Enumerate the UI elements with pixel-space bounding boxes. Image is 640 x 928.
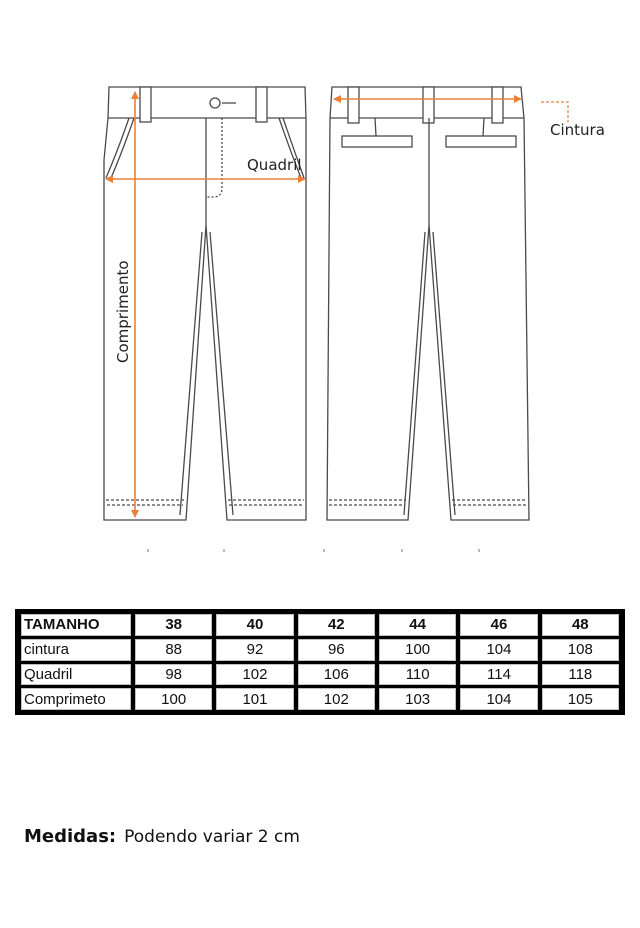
header-cell: 40: [216, 614, 293, 636]
table-cell: 92: [216, 639, 293, 661]
waist-leader: [541, 102, 568, 122]
size-table: [15, 609, 625, 715]
row-label: cintura: [21, 639, 131, 661]
table-cell: 100: [135, 688, 212, 710]
table-cell: 110: [379, 664, 456, 686]
row-label: Quadril: [21, 664, 131, 686]
header-cell: 42: [298, 614, 375, 636]
table-cell: 88: [135, 639, 212, 661]
header-cell: 48: [542, 614, 619, 636]
table-header-row: [21, 614, 619, 636]
back-view: [327, 87, 529, 520]
hip-label: Quadril: [247, 156, 302, 174]
table-cell: 96: [298, 639, 375, 661]
note-label: Medidas:: [24, 826, 117, 847]
table-cell: 105: [542, 688, 619, 710]
table-row: [21, 664, 619, 686]
header-cell: 44: [379, 614, 456, 636]
table-cell: 101: [216, 688, 293, 710]
header-cell: TAMANHO: [21, 614, 131, 636]
table-cell: 98: [135, 664, 212, 686]
waist-label: Cintura: [550, 121, 605, 139]
table-cell: 104: [460, 688, 537, 710]
table-cell: 118: [542, 664, 619, 686]
table-cell: 106: [298, 664, 375, 686]
baseline-marks: [147, 549, 480, 552]
header-cell: 46: [460, 614, 537, 636]
table-cell: 102: [298, 688, 375, 710]
measurement-note: [24, 826, 300, 847]
table-row: [21, 639, 619, 661]
row-label: Comprimeto: [21, 688, 131, 710]
table-cell: 102: [216, 664, 293, 686]
table-cell: 100: [379, 639, 456, 661]
table-cell: 108: [542, 639, 619, 661]
table-cell: 104: [460, 639, 537, 661]
length-label: Comprimento: [114, 260, 132, 363]
table-row: [21, 688, 619, 710]
note-text: Podendo variar 2 cm: [124, 827, 300, 847]
table-cell: 103: [379, 688, 456, 710]
header-cell: 38: [135, 614, 212, 636]
table-cell: 114: [460, 664, 537, 686]
